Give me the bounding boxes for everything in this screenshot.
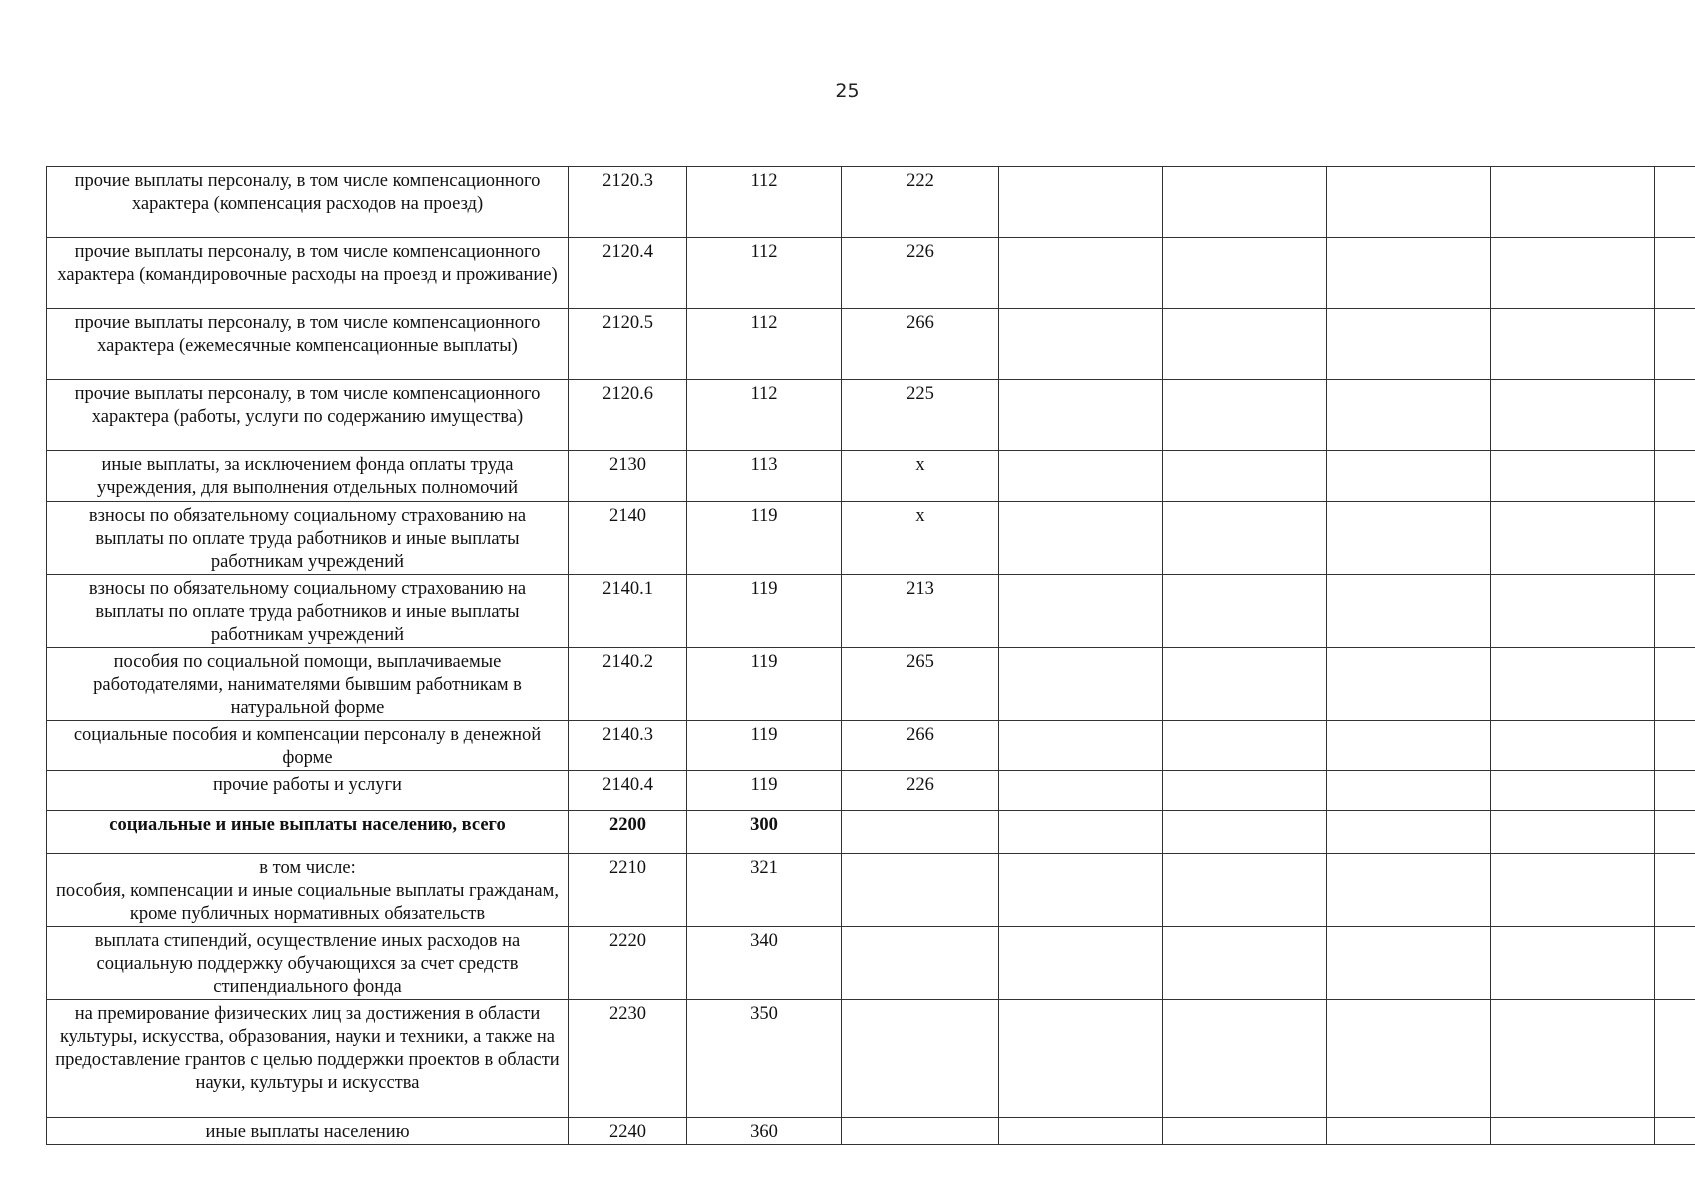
page-number: 25 bbox=[835, 80, 860, 102]
empty-amount-cell bbox=[1491, 238, 1655, 309]
table-row bbox=[47, 451, 1695, 502]
empty-amount-cell bbox=[1491, 721, 1655, 771]
row-kosgu-code: 266 bbox=[842, 721, 999, 771]
empty-amount-cell bbox=[1655, 927, 1695, 1000]
row-kbk-code: 112 bbox=[687, 238, 842, 309]
row-kbk-code: 321 bbox=[687, 854, 842, 927]
empty-amount-cell bbox=[1327, 167, 1491, 238]
row-kbk-code: 112 bbox=[687, 380, 842, 451]
empty-amount-cell bbox=[999, 575, 1163, 648]
row-description: социальные пособия и компенсации персоналу в денежной форме bbox=[47, 721, 569, 771]
empty-amount-cell bbox=[1655, 771, 1695, 811]
empty-amount-cell bbox=[1327, 1000, 1491, 1118]
empty-amount-cell bbox=[999, 167, 1163, 238]
row-line-code: 2120.5 bbox=[569, 309, 687, 380]
row-kosgu-code: 226 bbox=[842, 771, 999, 811]
table-row bbox=[47, 854, 1695, 927]
empty-amount-cell bbox=[1491, 811, 1655, 854]
empty-amount-cell bbox=[1327, 721, 1491, 771]
empty-amount-cell bbox=[1655, 648, 1695, 721]
row-line-code: 2140.4 bbox=[569, 771, 687, 811]
row-kosgu-code bbox=[842, 854, 999, 927]
table-row bbox=[47, 575, 1695, 648]
empty-amount-cell bbox=[1655, 575, 1695, 648]
empty-amount-cell bbox=[1491, 648, 1655, 721]
empty-amount-cell bbox=[1327, 238, 1491, 309]
empty-amount-cell bbox=[1327, 451, 1491, 502]
row-kosgu-code: 213 bbox=[842, 575, 999, 648]
row-description: прочие выплаты персоналу, в том числе компенсационного характера (компенсация расходов на проезд) bbox=[47, 167, 569, 238]
row-line-code: 2220 bbox=[569, 927, 687, 1000]
table-row bbox=[47, 309, 1695, 380]
row-kosgu-code: 226 bbox=[842, 238, 999, 309]
row-kosgu-code bbox=[842, 927, 999, 1000]
empty-amount-cell bbox=[1163, 854, 1327, 927]
row-kosgu-code bbox=[842, 811, 999, 854]
empty-amount-cell bbox=[999, 238, 1163, 309]
empty-amount-cell bbox=[1327, 380, 1491, 451]
empty-amount-cell bbox=[999, 451, 1163, 502]
empty-amount-cell bbox=[1163, 927, 1327, 1000]
row-kbk-code: 112 bbox=[687, 309, 842, 380]
row-description: прочие выплаты персоналу, в том числе компенсационного характера (работы, услуги по содержанию имущества) bbox=[47, 380, 569, 451]
row-line-code: 2240 bbox=[569, 1118, 687, 1145]
empty-amount-cell bbox=[1327, 502, 1491, 575]
row-kbk-code: 340 bbox=[687, 927, 842, 1000]
row-kbk-code: 112 bbox=[687, 167, 842, 238]
empty-amount-cell bbox=[1327, 927, 1491, 1000]
empty-amount-cell bbox=[1491, 854, 1655, 927]
table-row bbox=[47, 811, 1695, 854]
row-line-code: 2140.1 bbox=[569, 575, 687, 648]
empty-amount-cell bbox=[1163, 309, 1327, 380]
row-description: иные выплаты, за исключением фонда оплаты труда учреждения, для выполнения отдельных полномочий bbox=[47, 451, 569, 502]
empty-amount-cell bbox=[999, 811, 1163, 854]
empty-amount-cell bbox=[1327, 648, 1491, 721]
empty-amount-cell bbox=[1491, 167, 1655, 238]
empty-amount-cell bbox=[1163, 771, 1327, 811]
empty-amount-cell bbox=[1655, 811, 1695, 854]
empty-amount-cell bbox=[1655, 309, 1695, 380]
empty-amount-cell bbox=[1327, 854, 1491, 927]
table-row bbox=[47, 380, 1695, 451]
row-line-code: 2230 bbox=[569, 1000, 687, 1118]
row-description: в том числе: пособия, компенсации и иные социальные выплаты гражданам, кроме публичных нормативных обязательств bbox=[47, 854, 569, 927]
table-row bbox=[47, 238, 1695, 309]
row-line-code: 2200 bbox=[569, 811, 687, 854]
empty-amount-cell bbox=[999, 927, 1163, 1000]
empty-amount-cell bbox=[999, 854, 1163, 927]
table-row bbox=[47, 167, 1695, 238]
empty-amount-cell bbox=[999, 648, 1163, 721]
empty-amount-cell bbox=[1327, 771, 1491, 811]
empty-amount-cell bbox=[1655, 380, 1695, 451]
row-kosgu-code: х bbox=[842, 502, 999, 575]
empty-amount-cell bbox=[1655, 238, 1695, 309]
row-kbk-code: 119 bbox=[687, 575, 842, 648]
empty-amount-cell bbox=[1163, 648, 1327, 721]
row-line-code: 2120.4 bbox=[569, 238, 687, 309]
empty-amount-cell bbox=[1163, 1118, 1327, 1145]
row-kosgu-code: 225 bbox=[842, 380, 999, 451]
empty-amount-cell bbox=[1655, 1000, 1695, 1118]
empty-amount-cell bbox=[999, 1118, 1163, 1145]
row-description: социальные и иные выплаты населению, всего bbox=[47, 811, 569, 854]
empty-amount-cell bbox=[1655, 502, 1695, 575]
row-line-code: 2120.6 bbox=[569, 380, 687, 451]
row-kosgu-code: 266 bbox=[842, 309, 999, 380]
row-kosgu-code bbox=[842, 1118, 999, 1145]
empty-amount-cell bbox=[1327, 811, 1491, 854]
table-row bbox=[47, 502, 1695, 575]
empty-amount-cell bbox=[1655, 451, 1695, 502]
row-description: выплата стипендий, осуществление иных расходов на социальную поддержку обучающихся за счет средств стипендиального фонда bbox=[47, 927, 569, 1000]
row-kosgu-code: х bbox=[842, 451, 999, 502]
empty-amount-cell bbox=[1655, 721, 1695, 771]
table-row bbox=[47, 1118, 1695, 1145]
row-line-code: 2130 bbox=[569, 451, 687, 502]
row-description: взносы по обязательному социальному страхованию на выплаты по оплате труда работников и иные выплаты работникам учреждений bbox=[47, 502, 569, 575]
empty-amount-cell bbox=[1491, 771, 1655, 811]
empty-amount-cell bbox=[1163, 575, 1327, 648]
budget-table bbox=[46, 166, 1695, 1145]
empty-amount-cell bbox=[1163, 451, 1327, 502]
row-kbk-code: 119 bbox=[687, 648, 842, 721]
empty-amount-cell bbox=[1491, 575, 1655, 648]
empty-amount-cell bbox=[1327, 1118, 1491, 1145]
row-description: пособия по социальной помощи, выплачиваемые работодателями, нанимателями бывшим работникам в натуральной форме bbox=[47, 648, 569, 721]
empty-amount-cell bbox=[999, 502, 1163, 575]
empty-amount-cell bbox=[1163, 1000, 1327, 1118]
empty-amount-cell bbox=[1491, 1000, 1655, 1118]
row-kosgu-code: 265 bbox=[842, 648, 999, 721]
row-kbk-code: 113 bbox=[687, 451, 842, 502]
empty-amount-cell bbox=[1491, 1118, 1655, 1145]
row-line-code: 2120.3 bbox=[569, 167, 687, 238]
row-kbk-code: 119 bbox=[687, 502, 842, 575]
empty-amount-cell bbox=[1163, 380, 1327, 451]
empty-amount-cell bbox=[999, 721, 1163, 771]
empty-amount-cell bbox=[999, 309, 1163, 380]
table-row bbox=[47, 771, 1695, 811]
empty-amount-cell bbox=[1491, 927, 1655, 1000]
row-line-code: 2140.2 bbox=[569, 648, 687, 721]
table-row bbox=[47, 927, 1695, 1000]
row-kbk-code: 360 bbox=[687, 1118, 842, 1145]
empty-amount-cell bbox=[1655, 854, 1695, 927]
row-description: прочие работы и услуги bbox=[47, 771, 569, 811]
row-line-code: 2140.3 bbox=[569, 721, 687, 771]
row-line-code: 2140 bbox=[569, 502, 687, 575]
table-row bbox=[47, 721, 1695, 771]
table-row bbox=[47, 648, 1695, 721]
empty-amount-cell bbox=[999, 380, 1163, 451]
row-kbk-code: 119 bbox=[687, 771, 842, 811]
empty-amount-cell bbox=[1327, 309, 1491, 380]
empty-amount-cell bbox=[1163, 811, 1327, 854]
row-description: на премирование физических лиц за достижения в области культуры, искусства, образования, науки и техники, а также на предоставление грантов с целью поддержки проектов в области науки, культуры и искусства bbox=[47, 1000, 569, 1118]
table-body bbox=[47, 167, 1695, 1145]
row-description: взносы по обязательному социальному страхованию на выплаты по оплате труда работников и иные выплаты работникам учреждений bbox=[47, 575, 569, 648]
row-kbk-code: 350 bbox=[687, 1000, 842, 1118]
empty-amount-cell bbox=[1163, 238, 1327, 309]
row-kbk-code: 119 bbox=[687, 721, 842, 771]
empty-amount-cell bbox=[1491, 502, 1655, 575]
row-description: прочие выплаты персоналу, в том числе компенсационного характера (командировочные расходы на проезд и проживание) bbox=[47, 238, 569, 309]
empty-amount-cell bbox=[1491, 309, 1655, 380]
row-description: прочие выплаты персоналу, в том числе компенсационного характера (ежемесячные компенсационные выплаты) bbox=[47, 309, 569, 380]
row-description: иные выплаты населению bbox=[47, 1118, 569, 1145]
empty-amount-cell bbox=[1163, 721, 1327, 771]
empty-amount-cell bbox=[999, 771, 1163, 811]
row-line-code: 2210 bbox=[569, 854, 687, 927]
empty-amount-cell bbox=[1163, 502, 1327, 575]
row-kbk-code: 300 bbox=[687, 811, 842, 854]
empty-amount-cell bbox=[1655, 1118, 1695, 1145]
row-kosgu-code: 222 bbox=[842, 167, 999, 238]
empty-amount-cell bbox=[1491, 451, 1655, 502]
empty-amount-cell bbox=[1163, 167, 1327, 238]
empty-amount-cell bbox=[1327, 575, 1491, 648]
empty-amount-cell bbox=[999, 1000, 1163, 1118]
empty-amount-cell bbox=[1655, 167, 1695, 238]
empty-amount-cell bbox=[1491, 380, 1655, 451]
row-kosgu-code bbox=[842, 1000, 999, 1118]
table-row bbox=[47, 1000, 1695, 1118]
